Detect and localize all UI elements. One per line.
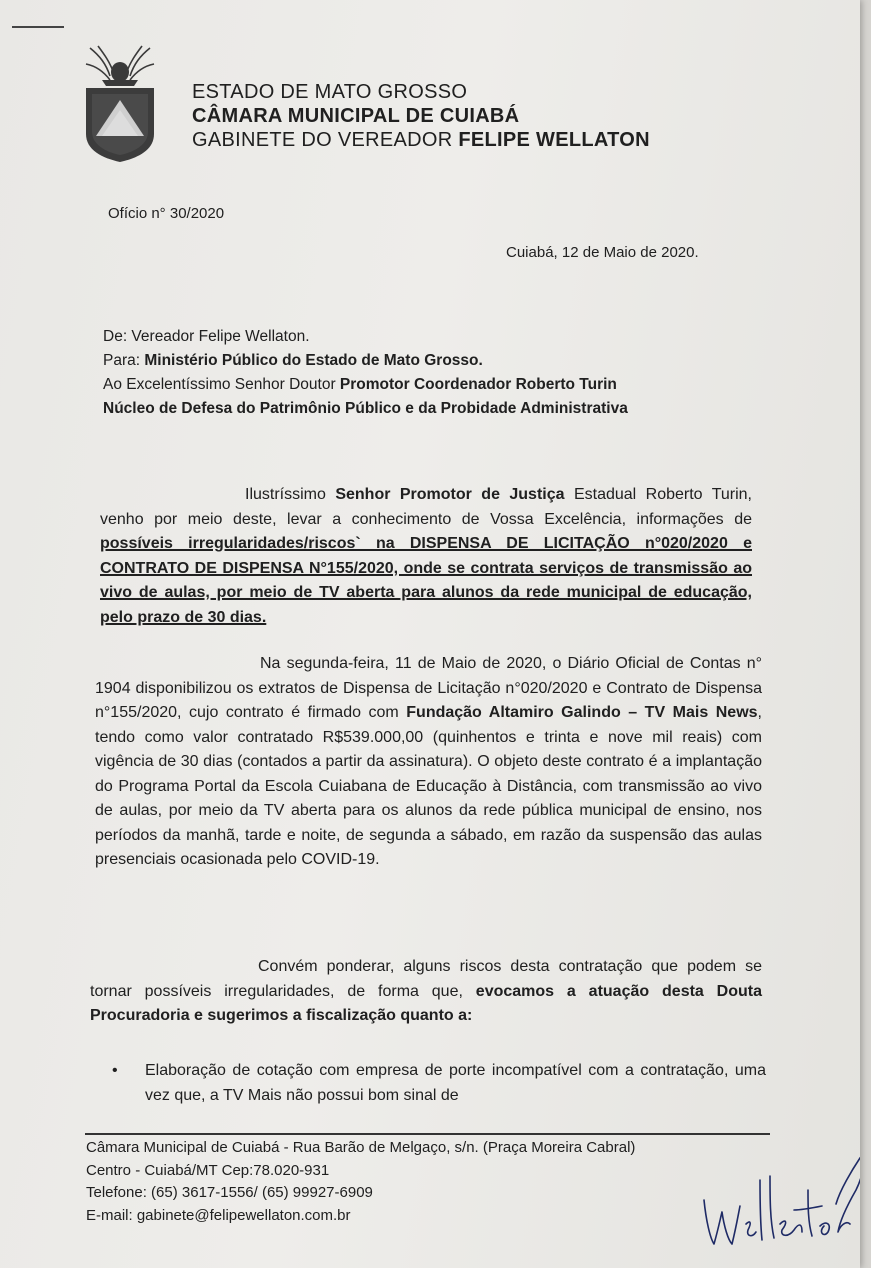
address-block <box>103 325 628 421</box>
oficio-number: Ofício n° 30/2020 <box>108 205 225 222</box>
to-label: Para: <box>103 352 145 369</box>
footer-city: Centro - Cuiabá/MT Cep:78.020-931 <box>86 1161 330 1179</box>
p1-underlined-subject: possíveis irregularidades/riscos` na DISPENSA DE LICITAÇÃO n°020/2020 e CONTRATO DE DISPENSA N°155/2020, onde se contrata serviços de transmissão ao vivo de aulas, por meio de TV aberta para alunos da rede municipal de educação, pelo prazo de 30 dias. <box>100 535 752 626</box>
bullet-icon: • <box>112 1062 118 1079</box>
from-line: De: Vereador Felipe Wellaton. <box>103 328 310 345</box>
chamber-name: CÂMARA MUNICIPAL DE CUIABÁ <box>192 105 520 127</box>
addressee-name: Promotor Coordenador Roberto Turin <box>339 376 617 393</box>
list-item <box>112 1058 766 1108</box>
office-name <box>192 128 650 152</box>
p1-bold-1: Senhor Promotor de Justiça <box>335 486 565 503</box>
p3-bold-request: evocamos a atuação desta Douta Procuradoria e sugerimos a fiscalização quanto a: <box>90 982 763 1024</box>
p2-text-1: Na segunda-feira, 11 de Maio de 2020, o Diário Oficial de Contas n° 1904 disponibilizou os extratos de Dispensa de Licitação n°020/2020 e Contrato de Dispensa n°155/2020, cujo contrato é firmado com <box>95 655 762 721</box>
list-item-text: Elaboração de cotação com empresa de porte incompatível com a contratação, uma vez que, a TV Mais não possui bom sinal de <box>145 1062 766 1104</box>
letter-date: Cuiabá, 12 de Maio de 2020. <box>506 244 699 261</box>
addressee-line <box>103 373 628 397</box>
page-edge-mark <box>12 26 64 28</box>
footer-address: Câmara Municipal de Cuiabá - Rua Barão de Melgaço, s/n. (Praça Moreira Cabral) <box>86 1139 636 1156</box>
letterhead <box>192 80 650 152</box>
p3-text-1: Convém ponderar, alguns riscos desta contratação que podem se tornar possíveis irregularidades, de forma que, <box>90 958 762 1000</box>
to-recipient: Ministério Público do Estado de Mato Grosso. <box>144 352 483 369</box>
coat-of-arms-icon <box>80 42 160 164</box>
to-line <box>103 349 628 373</box>
footer-divider <box>85 1133 770 1135</box>
state-name: ESTADO DE MATO GROSSO <box>192 81 468 103</box>
footer <box>86 1137 635 1227</box>
footer-phone: Telefone: (65) 3617-1556/ (65) 99927-6909 <box>86 1184 373 1201</box>
footer-email: E-mail: gabinete@felipewellaton.com.br <box>86 1206 351 1224</box>
addressee-prefix: Ao Excelentíssimo Senhor Doutor <box>103 376 340 393</box>
handwritten-signature <box>690 1140 860 1250</box>
p1-text-1: Ilustríssimo <box>245 486 336 503</box>
office-prefix: GABINETE DO VEREADOR <box>192 129 459 151</box>
p2-bold-contractor: Fundação Altamiro Galindo – TV Mais News <box>406 704 758 721</box>
paragraph-intro <box>100 483 752 630</box>
paragraph-contract-details <box>95 652 762 873</box>
department-line: Núcleo de Defesa do Patrimônio Público e da Probidade Administrativa <box>103 400 628 417</box>
councilman-name: FELIPE WELLATON <box>458 129 650 151</box>
p2-text-2: , tendo como valor contratado R$539.000,00 (quinhentos e trinta e nove mil reais) com vigência de 30 dias (contados a partir da assinatura). O objeto deste contrato é a implantação do Programa Portal da Escola Cuiabana de Educação à Distância, com transmissão ao vivo de aulas, por meio da TV aberta para os alunos da rede pública municipal de ensino, nos períodos da manhã, tarde e noite, de segunda a sábado, em razão da suspensão das aulas presenciais ocasionada pelo COVID-19. <box>95 704 762 868</box>
p1-text-2: Estadual Roberto Turin, venho por meio deste, levar a conhecimento de Vossa Excelência, informações de <box>100 486 753 528</box>
paragraph-risks <box>90 955 762 1029</box>
